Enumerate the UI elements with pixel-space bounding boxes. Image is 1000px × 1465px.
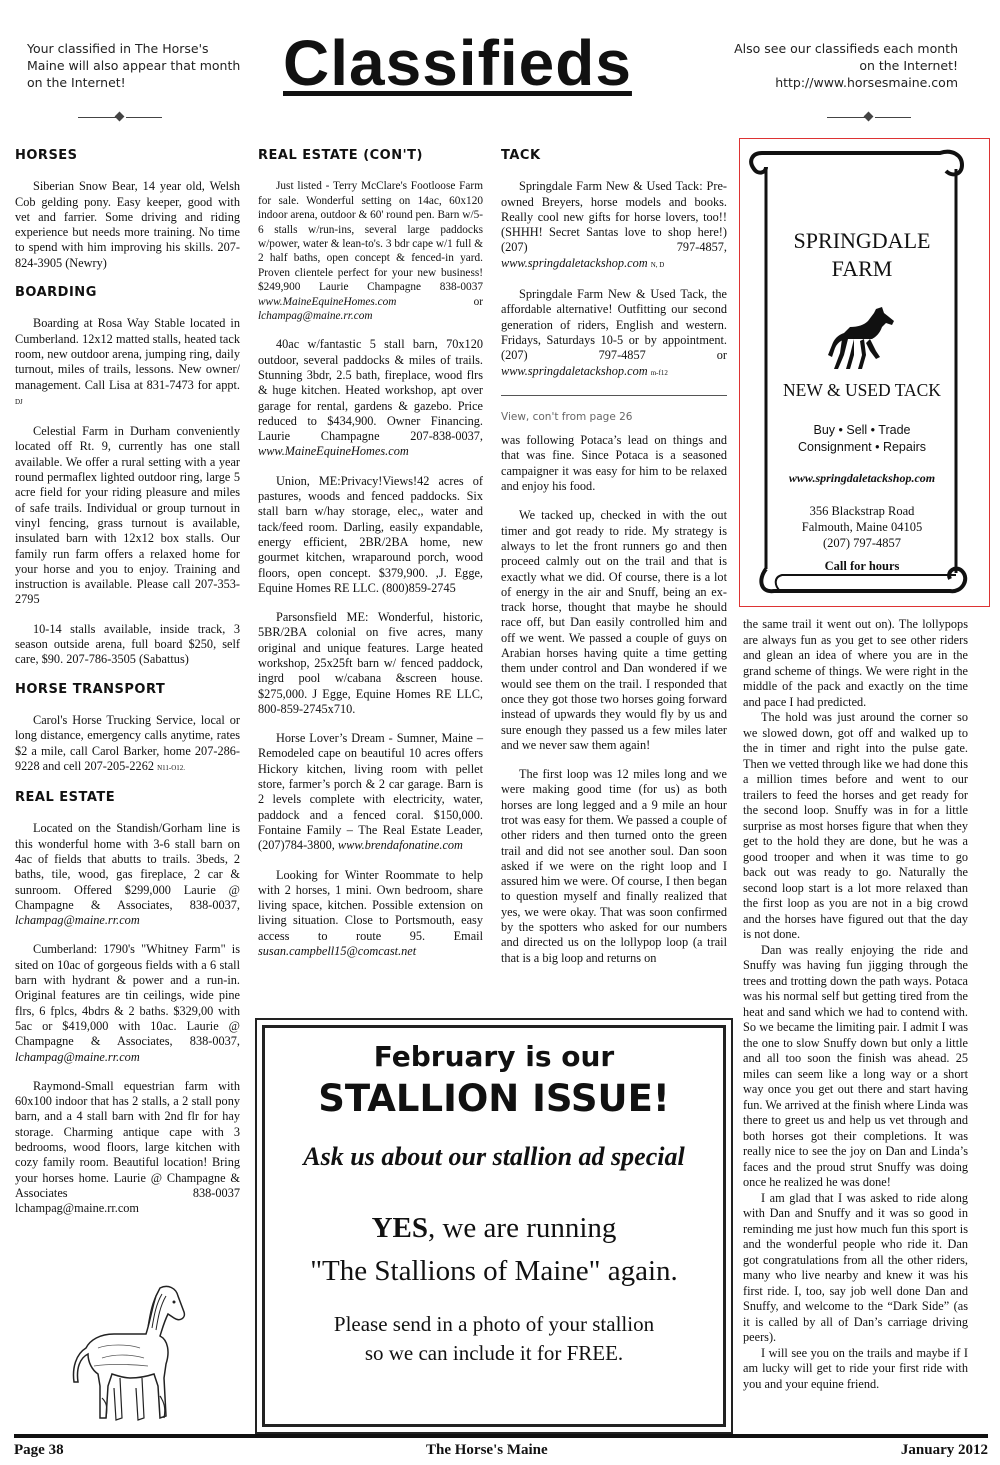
section-heading-horses: HORSES [15,148,78,163]
stallion-issue-ad [255,1018,733,1434]
ad-code: N11-O12. [157,763,186,772]
classified-ad [258,731,483,853]
classified-ad: Siberian Snow Bear, 14 year old, Welsh Cob gelding pony. Easy keeper, good with vet and farrier. Some driving and riding experience but needs more training. No time to spend with him improving his skills. 207-824-3905 (Newry) [15,179,240,270]
ad-farm-name [768,227,956,283]
ad-email[interactable]: lchampag@maine.rr.com [15,1049,140,1064]
ad-code: m-f12 [650,368,668,377]
section-heading-transport: HORSE TRANSPORT [15,681,166,697]
section-heading-real-estate: REAL ESTATE [15,790,116,806]
ad-website[interactable]: www.MaineEquineHomes.com [258,295,397,308]
classified-ad: Raymond-Small equestrian farm with 60x100 indoor that has 2 stalls, a 2 stall pony barn, and a 4 stall barn with 2nd flr for hay storage. Charming antique cape with 3 bedrooms, wood floors, large kitchen with cozy family room. Beautiful location! Bring your horses home. Laurie @ Champagne & Associates 838-0037 lchampag@maine.rr.com [15,1078,240,1216]
classified-ad: Parsonsfield ME: Wonderful, historic, 5BR/2BA colonial on five acres, many original and unique features. Large heated workshop, 25x25ft barn w/ fenced paddock, ingrd pool w/cabana &screen house. $275,000. J Egge, Equine Homes RE LLC, 800-859-2745x710. [258,610,483,716]
springdale-farm-ad [739,138,990,607]
ornament-right [827,112,911,124]
story-paragraph: Dan was really enjoying the ride and Snuffy was having fun jigging through the trees and trotting down the path ways. Potaca was his normal self but getting tired from the heat and sand which we had to contend with. So we became the limiting pair. I admit I was the one to slow Snuffy down but only a little and all too soon the finish was ahead. 25 miles can seem like a long way or a short way once you get out there and start having fun. We arrived at the finish where Linda was there to greet us and help us vet through and both horses got their completions. It was really nice to see the joy on Dan and Linda’s faces and the proud strut Snuffy was doing once he realized he was done! [743,942,968,1189]
classified-ad [258,337,483,459]
ad-address-line1: 356 Blackstrap Road [809,504,915,518]
header-left-note: Your classified in The Horse's Maine will also appear that month on the Internet! [27,41,241,90]
story-paragraph: The first loop was 12 miles long and we were making good time (for us) as both horses are long legged and a 9 mile an hour trot was easy for them. We passed a couple of other riders and then turned onto the green trail and did not see another soul. Dan soon asked if we were on the right loop and I assured him we were. Of course, I then began to question myself and finally realized that yes, we were okay. That was soon confirmed by the spotters who asked for our numbers and directed us on the lollypop loop (a trail that is a big loop and returns on [501,767,727,965]
draft-horse-illustration [68,1278,193,1428]
ad-text: Cumberland: 1790's "Whitney Farm" is sited on 10ac of gorgeous fields with a 6 stall barn with hydrant & power and a run-in. Original features are tin ceilings, wide pine flrs, 6 fplcs, 4bdrs & 2 baths. $329,00 with 5ac or $419,000 with 10ac. Laurie @ Champagne & Associates, 838-0037, [15,942,240,1049]
classified-ad [15,821,240,928]
ad-name-line2: FARM [831,256,893,281]
ad-code: DJ [15,397,23,406]
column-3 [501,142,727,980]
ad-text: Springdale Farm New & Used Tack: Pre-owned Breyers, horse models and books. Really cool new gifts for horse lovers, too!! (SHHH! Secret Santas love to shop here!) (207) 797-4857, [501,179,727,255]
classified-ad [258,868,483,960]
story-paragraph: was following Potaca’s lead on things and that was fine. Since Potaca is a seasoned campaigner it was easy for him to be relaxed and enjoy his food. [501,433,727,494]
ad-website-link[interactable]: www.springdaletackshop.com [788,471,936,485]
page-title: Classifieds [283,27,632,99]
column-4 [743,617,968,1392]
stallion-yes: YES [371,1212,428,1244]
classified-ad: Union, ME:Privacy!Views!42 acres of pastures, woods and fenced paddocks. Six stall barn w/hay storage, elec,, water and tack/feed room. Darling, easily expandable, energy efficient, 2BR/2BA home, new gourmet kitchen, wraparound porch, wood floors, open concept. $379,900. ,J. Egge, Equine Homes RE LLC. (800)859-2745 [258,473,483,595]
stallion-line2: STALLION ISSUE! [318,1077,670,1120]
classified-ad [15,316,240,410]
classified-ad: 10-14 stalls available, inside track, 3 season outside arena, full board $250, self care, $90. 207-786-3505 (Sabattus) [15,621,240,667]
header-right-note [720,40,958,91]
stallion-line4-rest: , we are running [427,1212,617,1244]
ad-email[interactable]: susan.campbell15@comcast.net [258,944,417,959]
stallion-line5: "The Stallions of Maine" again. [310,1255,678,1287]
ad-call-for-hours: Call for hours [824,559,900,573]
stallion-line1: February is our [373,1040,615,1073]
ad-text: 40ac w/fantastic 5 stall barn, 70x120 outdoor, several paddocks & miles of trails. Stunning 3bdr, 2.5 bath, fireplace, wood flrs & huge kitchen. Heated workshop, apt over garage for rental, gardens & gazebo. Price reduced to $434,900. Owner Financing. Laurie Champagne 207-838-0037, [258,337,483,444]
stallion-line4 [265,1212,723,1245]
stallion-line6: Please send in a photo of your stallion [333,1312,655,1336]
ad-address-line2: Falmouth, Maine 04105 [801,520,923,534]
header-right-note-url[interactable]: http://www.horsesmaine.com [775,75,958,90]
story-paragraph: We tacked up, checked in with the out timer and got ready to ride. My strategy is always to let the front runners go and then proceed calmly out on the trail and that is exactly what we did. Of course, there is a lot of energy in the air and Snuff, being an ex-track horse, thought that maybe he should race off, but Dan easily controlled him and off we went. We passed a couple of guys on Arabian horses having quite a time getting them under control and Dan wondered if we would see them on the trail. I responded that once they got those two horses going forward instead of upwards they would fly by us and sure enough they passed us a few miles later and we never saw them again! [501,508,727,752]
divider [501,395,727,396]
ad-or: or [473,295,483,308]
footer-page-number: Page 38 [14,1442,64,1458]
ad-website[interactable]: www.springdaletackshop.com [501,363,648,378]
continued-note: View, con't from page 26 [501,410,633,423]
ad-text: Looking for Winter Roommate to help with 2 horses, 1 mini. Own bedroom, share living space, kitchen. Possible extension on living situation. Close to Portsmouth, easy access to route 95. Email [258,867,483,943]
ad-name-line1: SPRINGDALE [793,228,931,253]
ad-phone: (207) 797-4857 [822,536,902,550]
ad-text: Just listed - Terry McClare's Footloose Farm for sale. Wonderful setting on 14ac, 60x120 indoor arena, outdoor & 60' round pen. Barn w/5-6 stalls w/run-ins, several large paddocks w/power, water & lean-to's. 3 bdr cape w/1 full & 2 half baths, open concept & fenced-in yard. Proven clientele perfect for your new business! $249,900 Laurie Champagne 838-0037 [258,180,483,294]
ad-text: Springdale Farm New & Used Tack, the affordable alternative! Outfitting our second generation of riders, English and western. Fridays, Saturdays 10-5 or by appointment. (207) 797-4857 or [501,287,727,363]
section-heading-boarding: BOARDING [15,285,97,301]
classified-ad [501,179,727,273]
ornament-left [78,112,162,124]
ad-website[interactable]: www.brendafonatine.com [337,838,463,853]
ad-services-line2: Consignment • Repairs [797,440,927,454]
ad-email[interactable]: lchampag@maine.rr.com [258,309,373,322]
ad-website[interactable]: www.MaineEquineHomes.com [258,444,409,459]
stallion-ad-frame [262,1025,726,1427]
story-paragraph: I am glad that I was asked to ride along with Dan and Snuffy and it was so good in reminding me just how much fun this sport is and the wonderful people who ride it. Dan got congratulations from all the other riders, many who live nearby and knew it was his first ride. I, too, say job well done Dan and Snuffy, and welcome to the “Dark Side” (as it is called by all of Dan’s carriage driving peers). [743,1190,968,1344]
classified-ad [258,179,483,323]
ad-address [768,503,956,551]
ad-email[interactable]: lchampag@maine.rr.com [15,913,140,928]
footer-publication: The Horse's Maine [426,1442,548,1458]
header-right-note-text: Also see our classifieds each month on the Internet! [734,41,958,73]
classified-ad [15,942,240,1064]
classified-ad [501,287,727,381]
stallion-line7: so we can include it for FREE. [364,1341,624,1365]
ad-services [768,422,956,456]
column-1 [15,142,240,1231]
ad-code: N, D [650,260,665,269]
footer-date: January 2012 [900,1442,988,1458]
column-2 [258,142,483,973]
section-heading-real-estate-cont: REAL ESTATE (CON'T) [258,148,423,163]
page-footer [14,1434,988,1458]
ad-text: Horse Lover’s Dream - Sumner, Maine – Remodeled cape on beautiful 10 acres offers Hickory kitchen, living room with pellet store, farmer’s porch & 2 car garage. Barn is 2 levels complete with electricity, water, paddock and a fenced coral. $150,000. Fontaine Family – The Real Estate Leader, (207)784-3800, [258,731,483,853]
stallion-line3: Ask us about our stallion ad special [303,1142,685,1171]
classified-ad [15,713,240,776]
story-paragraph: the same trail it went out on). The lollypops are always fun as you get to see other riders and glean an idea of where you are in the grand scheme of things. We were right in the middle of the pack and exactly on the time and pace I had predicted. [743,617,968,709]
story-paragraph: The hold was just around the corner so we slowed down, got off and walked up to the in timer and right into the pulse gate. Then we vetted through like we had done this a million times before and went to our trailers to feed the horses and get ready for the second loop. Snuffy was in for a little surprise as most horses figure that when they get to the hold they are done, but he was a good trooper and when it was time to go back out was ready to go. Naturally the second loop start is a lot more relaxed than the first loop as you are not in a big crowd and the horses have figured out that the day is not done. [743,710,968,941]
ad-text: Carol's Horse Trucking Service, local or long distance, emergency calls anytime, rates $2 a mile, call Carol Barker, home 207-286-9228 and cell 207-205-2262 [15,712,240,773]
ad-website[interactable]: www.springdaletackshop.com [501,255,648,270]
section-heading-tack: TACK [501,148,541,163]
ad-subtitle: NEW & USED TACK [783,380,941,400]
ad-text: Boarding at Rosa Way Stable located in Cumberland. 12x12 matted stalls, heated tack room, new outdoor arena, jumping ring, daily turnout, miles of trails, lessons. New owner/ management. Call Lisa at 831-7473 for appt. [15,316,240,392]
ad-text: Located on the Standish/Gorham line is this wonderful home with 3-6 stall barn on 4ac of fields that abutts to trails. 3beds, 2 baths, tile, wood, gas fireplace, 2 car & sunroom. Offered $299,000 Laurie @ Champagne & Associates, 838-0037, [15,821,240,912]
story-paragraph: I will see you on the trails and maybe if I am lucky will get to ride your first ride with you and your equine friend. [743,1345,968,1391]
horse-silhouette-icon [824,305,902,371]
ad-services-line1: Buy • Sell • Trade [813,423,911,437]
classified-ad: Celestial Farm in Durham conveniently located off Rt. 9, currently has one stall available. We offer a rural setting with a year round permaflex lighted outdoor ring, large 5 acre field for your riding pleasure and miles of safe trails. Individual or group turnout in vinyl fencing, grass turnout is available, insulated barn with 12x12 box stalls. Our family run farm offers a relaxed home for your horse and you to enjoy. Training and instruction is available. Please call 207-353-2795 [15,424,240,607]
